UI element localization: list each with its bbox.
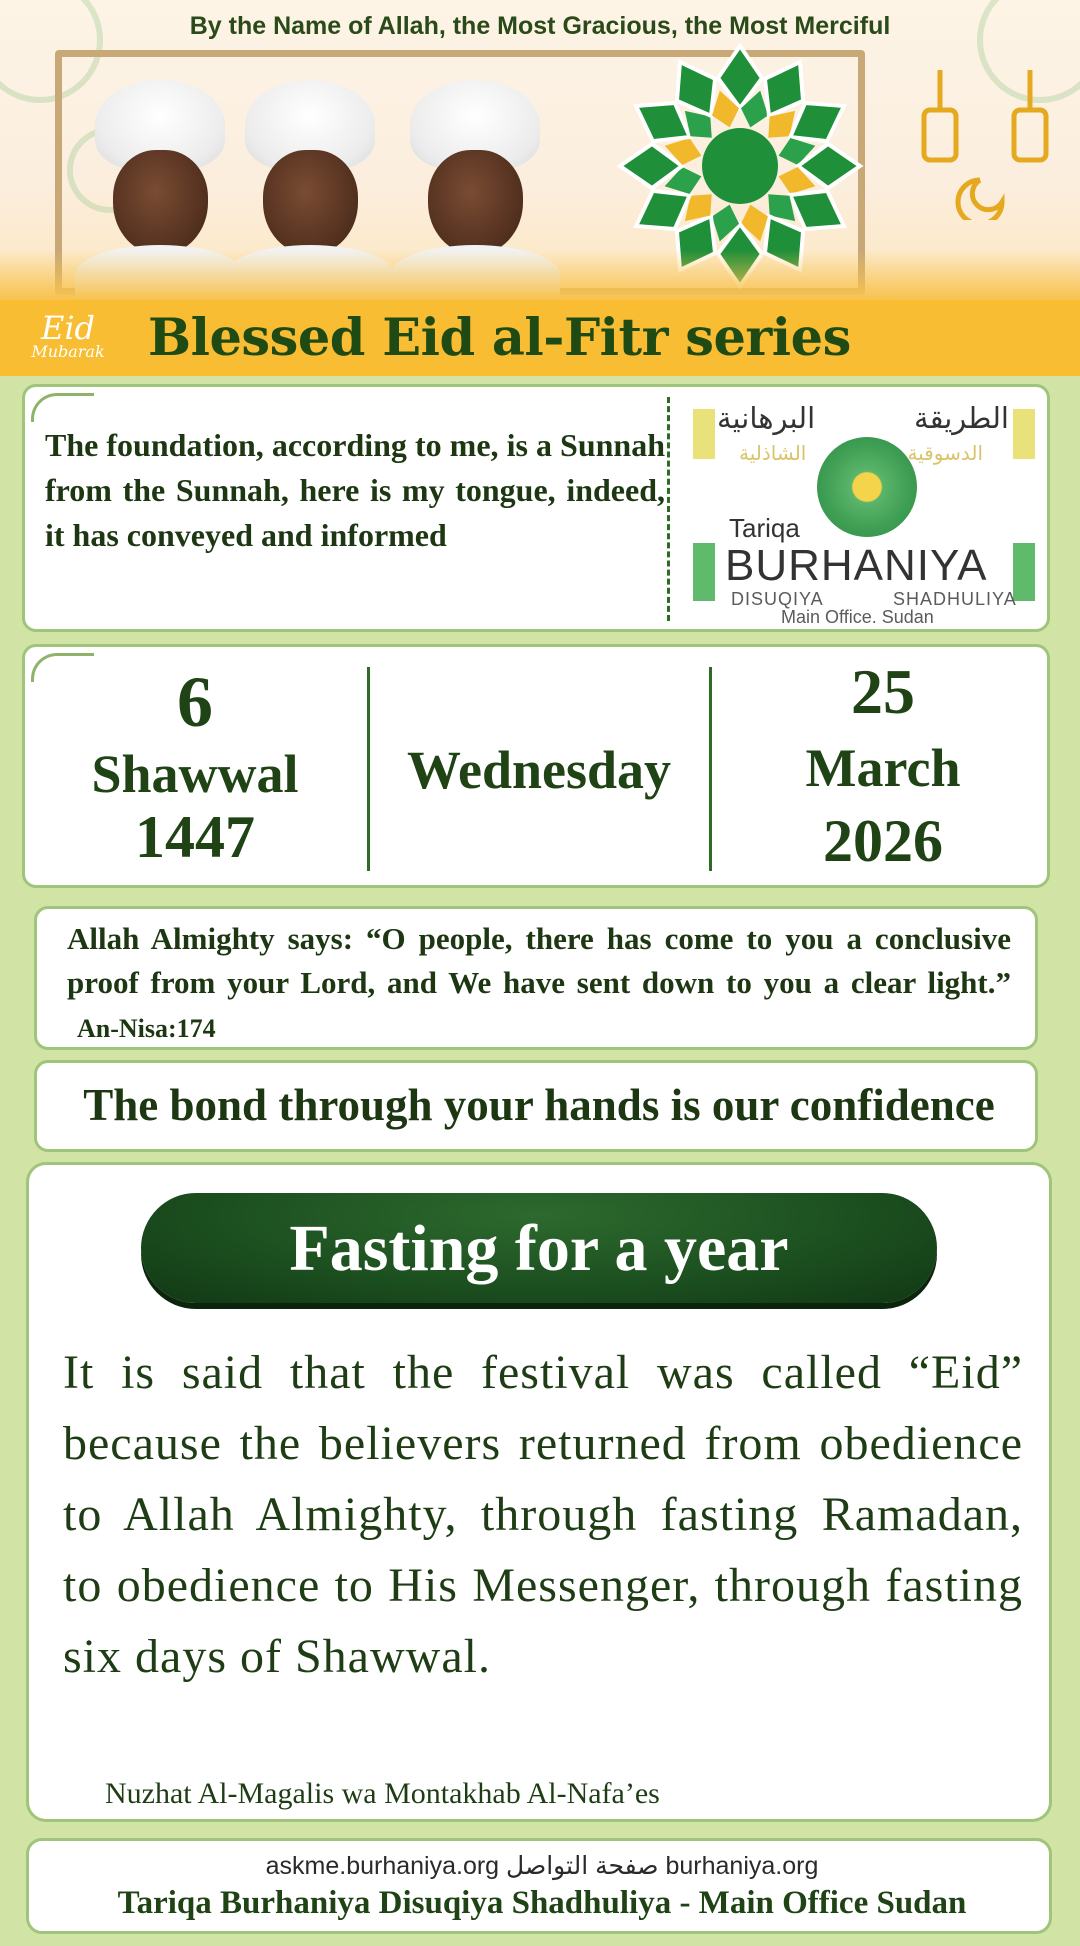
logo-arabic-right: الطريقة: [914, 401, 1009, 435]
logo-bar: [693, 543, 715, 601]
logo-office: Main Office. Sudan: [781, 607, 934, 627]
logo-bar: [693, 409, 715, 459]
eid-script-top: Eid: [40, 309, 96, 347]
gregorian-date: [713, 647, 1053, 891]
series-title: Blessed Eid al-Fitr series: [148, 308, 851, 368]
headline-text: Fasting for a year: [289, 1212, 789, 1285]
logo-burhaniya: BURHANIYA: [725, 541, 988, 590]
corner-ornament: [31, 393, 94, 422]
logo-arabic-sub-left: الشاذلية: [739, 441, 807, 465]
burhaniya-logo: [685, 393, 1043, 625]
date-card: [22, 644, 1050, 888]
weekday: [371, 647, 707, 891]
logo-shadhuliya: SHADHULIYA: [893, 589, 1017, 609]
city-silhouette: [0, 250, 1080, 300]
divider: [667, 397, 674, 621]
greg-month: March: [805, 738, 961, 798]
logo-tariqa: Tariqa: [729, 513, 800, 543]
header-banner: [0, 0, 1080, 300]
headline-pill: [141, 1193, 937, 1303]
main-card: [26, 1162, 1052, 1822]
verse-text: [67, 917, 1011, 1051]
footer-links[interactable]: askme.burhaniya.org صفحة التواصل burhaniya.org: [265, 1852, 819, 1880]
bond-text: The bond through your hands is our confidence: [83, 1080, 995, 1130]
quote-text: The foundation, according to me, is a Sunnah from the Sunnah, here is my tongue, indeed, it has conveyed and informed: [45, 427, 665, 553]
logo-arabic-left: البرهانية: [717, 401, 816, 435]
verse-body: Allah Almighty says: “O people, there has come to you a conclusive proof from your Lord, and We have sent down to you a clear light.”: [67, 921, 1011, 1000]
verse-card: [34, 906, 1038, 1050]
body-text: It is said that the festival was called “Eid” because the believers returned from obedience to Allah Almighty, through fasting Ramadan, to obedience to His Messenger, through fasting six days of Shawwal.: [63, 1346, 1023, 1683]
hijri-date: [25, 647, 365, 891]
quote-card: [22, 384, 1050, 632]
bond-card: [34, 1060, 1038, 1152]
eid-mubarak-script: [12, 309, 124, 368]
hijri-month: Shawwal: [91, 744, 299, 804]
lantern-icon: [910, 70, 1060, 220]
bismillah-text: By the Name of Allah, the Most Gracious, the Most Merciful: [189, 12, 891, 40]
logo-bar: [1013, 409, 1035, 459]
hijri-year: 1447: [135, 804, 255, 870]
title-bar: [0, 300, 1080, 376]
logo-arabic-sub-right: الدسوقية: [907, 441, 983, 465]
hijri-day: 6: [177, 662, 213, 742]
date-divider: [709, 667, 712, 871]
footer-card: [26, 1838, 1052, 1934]
source-text: Nuzhat Al-Magalis wa Montakhab Al-Nafa’es: [105, 1777, 660, 1810]
logo-emblem-icon: [817, 437, 917, 537]
verse-reference: An-Nisa:174: [77, 1014, 216, 1043]
eid-script-bottom: Mubarak: [31, 342, 105, 361]
footer-org: Tariqa Burhaniya Disuqiya Shadhuliya - Main Office Sudan: [117, 1885, 967, 1921]
logo-disuqiya: DISUQIYA: [731, 589, 824, 609]
greg-year: 2026: [823, 808, 943, 874]
weekday-label: Wednesday: [406, 740, 672, 800]
date-divider: [367, 667, 370, 871]
greg-day: 25: [851, 656, 915, 727]
